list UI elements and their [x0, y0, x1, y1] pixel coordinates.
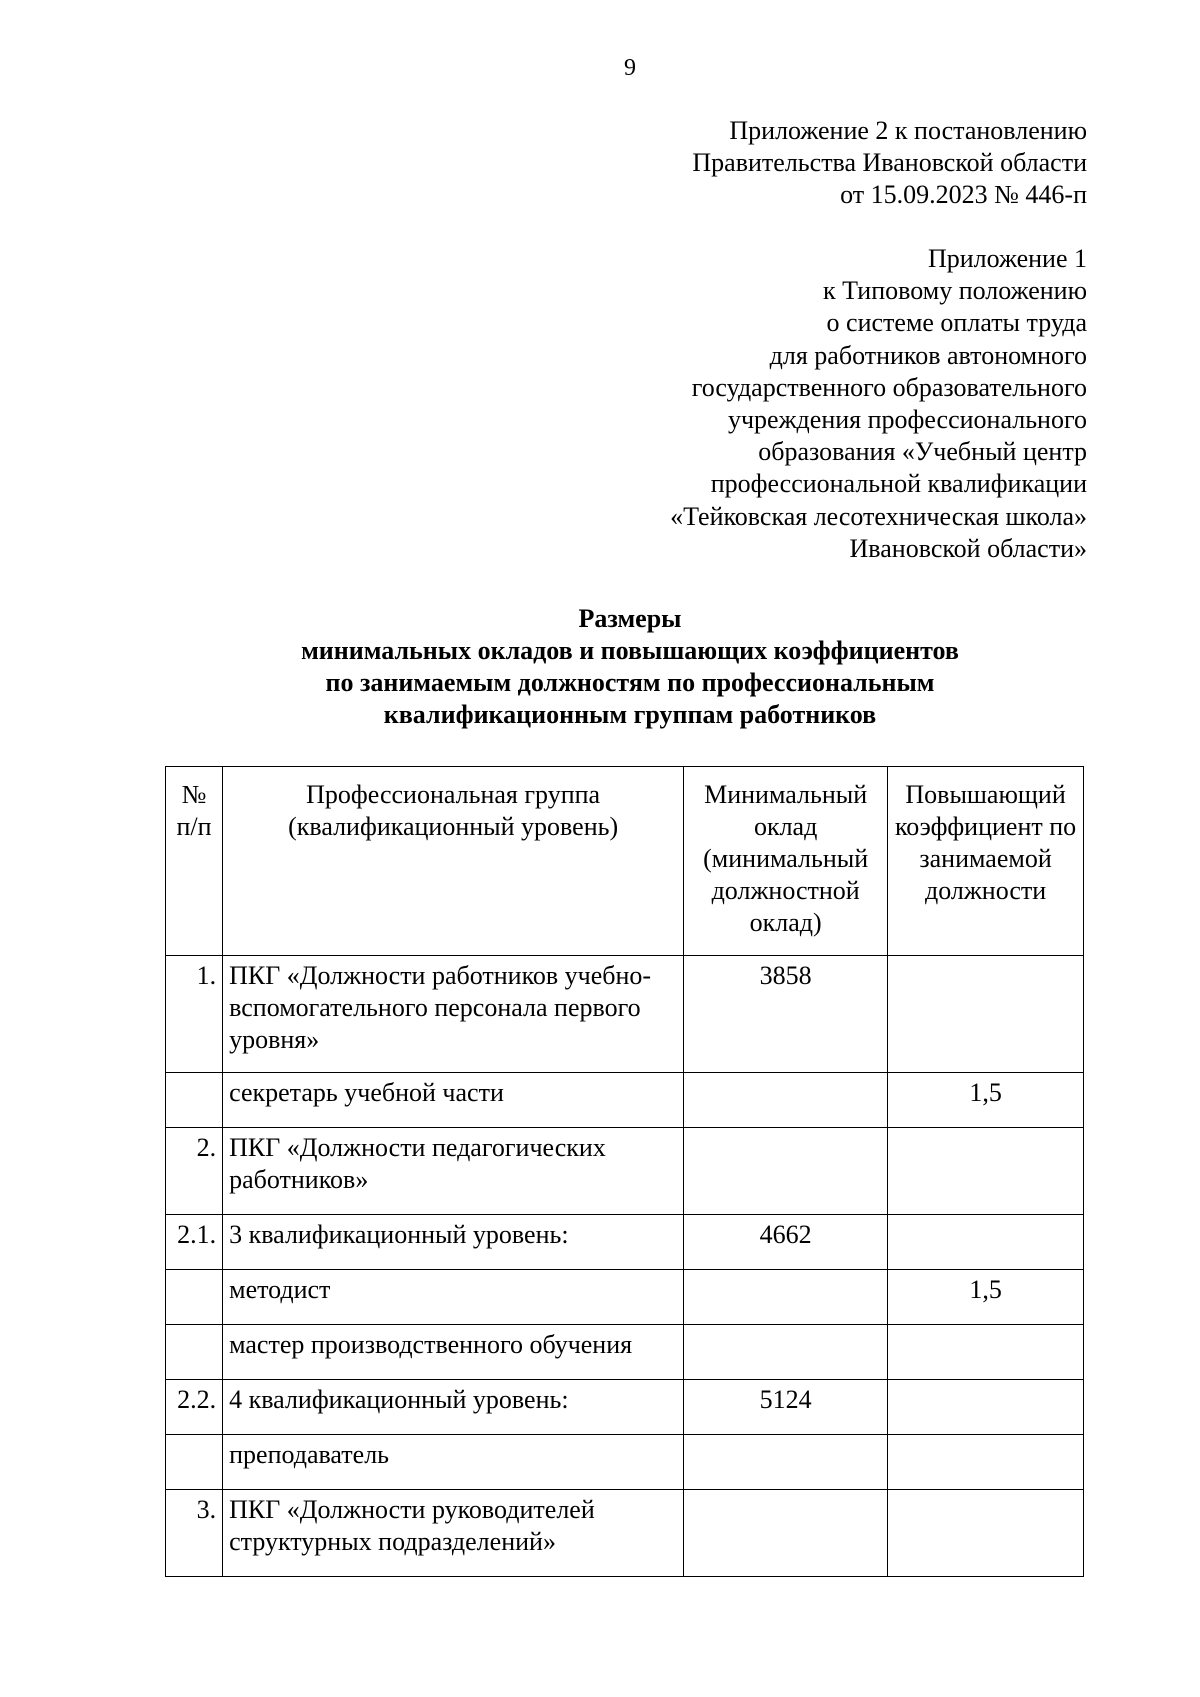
appendix-line: профессиональной квалификации [710, 469, 1087, 499]
table-row [166, 1435, 1084, 1490]
document-title [0, 603, 1200, 731]
salary-table [165, 766, 1084, 1577]
appendix-line: государственного образовательного [691, 372, 1087, 402]
title-line: минимальных окладов и повышающих коэффициентов [301, 636, 959, 665]
row-number [166, 1270, 223, 1325]
row-number [166, 1325, 223, 1380]
row-group: 3 квалификационный уровень: [223, 1215, 684, 1270]
title-line: по занимаемым должностям по профессиональным [325, 668, 935, 697]
row-coefficient [888, 1215, 1084, 1270]
row-salary: 4662 [684, 1215, 888, 1270]
header-group: Профессиональная группа (квалификационный уровень) [223, 767, 684, 956]
row-group: ПКГ «Должности педагогических работников» [223, 1128, 684, 1215]
row-group: секретарь учебной части [223, 1073, 684, 1128]
row-salary [684, 1270, 888, 1325]
row-number: 2. [166, 1128, 223, 1215]
row-salary [684, 1073, 888, 1128]
table-row [166, 1270, 1084, 1325]
row-group: ПКГ «Должности руководителей структурных подразделений» [223, 1490, 684, 1577]
row-coefficient [888, 1380, 1084, 1435]
row-salary [684, 1128, 888, 1215]
row-salary [684, 1435, 888, 1490]
row-salary: 3858 [684, 956, 888, 1073]
appendix-line: образования «Учебный центр [758, 437, 1087, 467]
approval-line: от 15.09.2023 № 446-п [840, 180, 1087, 210]
appendix-line: учреждения профессионального [727, 405, 1087, 435]
row-number: 2.2. [166, 1380, 223, 1435]
appendix-line: к Типовому положению [822, 276, 1087, 306]
row-number [166, 1073, 223, 1128]
row-group: мастер производственного обучения [223, 1325, 684, 1380]
table-row [166, 1380, 1084, 1435]
row-coefficient: 1,5 [888, 1073, 1084, 1128]
title-line: Размеры [578, 604, 682, 633]
row-coefficient [888, 1325, 1084, 1380]
header-salary: Минимальный оклад (минимальный должностной оклад) [684, 767, 888, 956]
row-group: методист [223, 1270, 684, 1325]
row-salary: 5124 [684, 1380, 888, 1435]
approval-line: Правительства Ивановской области [692, 148, 1087, 178]
header-coefficient: Повышающий коэффициент по занимаемой должности [888, 767, 1084, 956]
table-row [166, 1490, 1084, 1577]
row-number [166, 1435, 223, 1490]
table-row [166, 1128, 1084, 1215]
appendix-line: Приложение 1 [927, 244, 1087, 273]
row-number: 1. [166, 956, 223, 1073]
row-coefficient [888, 1490, 1084, 1577]
row-coefficient: 1,5 [888, 1270, 1084, 1325]
row-salary [684, 1325, 888, 1380]
page-number: 9 [624, 55, 636, 81]
table-row [166, 1073, 1084, 1128]
row-group: преподаватель [223, 1435, 684, 1490]
table-row [166, 1215, 1084, 1270]
row-group: ПКГ «Должности работников учебно-вспомогательного персонала первого уровня» [223, 956, 684, 1073]
title-line: квалификационным группам работников [383, 700, 877, 729]
row-number: 3. [166, 1490, 223, 1577]
appendix-line: о системе оплаты труда [826, 308, 1087, 338]
approval-reference [692, 115, 1087, 212]
row-group: 4 квалификационный уровень: [223, 1380, 684, 1435]
row-salary [684, 1490, 888, 1577]
appendix-line: для работников автономного [769, 340, 1087, 370]
table-header-row [166, 767, 1084, 956]
approval-line: Приложение 2 к постановлению [729, 116, 1087, 145]
table-row [166, 956, 1084, 1073]
appendix-line: «Тейковская лесотехническая школа» [670, 501, 1087, 531]
row-coefficient [888, 1435, 1084, 1490]
header-number: № п/п [166, 767, 223, 956]
row-coefficient [888, 956, 1084, 1073]
row-number: 2.1. [166, 1215, 223, 1270]
appendix-reference [670, 243, 1087, 565]
table-row [166, 1325, 1084, 1380]
row-coefficient [888, 1128, 1084, 1215]
appendix-line: Ивановской области» [849, 533, 1087, 563]
